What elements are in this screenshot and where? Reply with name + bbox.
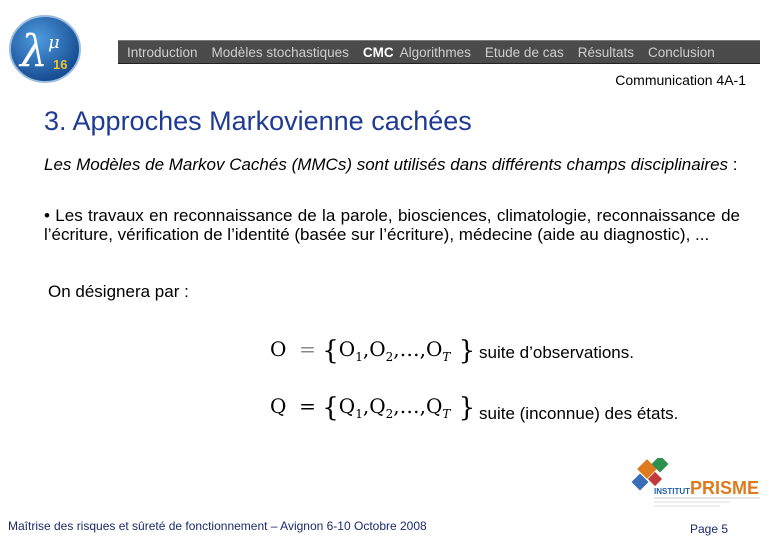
nav-item-algorithmes[interactable]: Algorithmes — [399, 44, 471, 60]
svg-text:μ: μ — [48, 32, 60, 53]
intro-paragraph — [44, 155, 740, 174]
logo-number: 16 — [53, 57, 68, 72]
intro-italic-text: Les Modèles de Markov Cachés (MMCs) sont utilisés dans différents champs disciplinaires — [44, 155, 729, 174]
slide-title: 3. Approches Markovienne cachées — [44, 106, 472, 136]
observation-sequence-formula: $O = \{O_1,O_2,\dots,O_T$ } — [270, 336, 476, 366]
prisme-institut-label: INSTITUT — [654, 487, 690, 496]
observation-sequence-desc: suite d’observations. — [479, 343, 634, 362]
nav-item-introduction[interactable]: Introduction — [127, 44, 198, 60]
applications-bullet: • Les travaux en reconnaissance de la parole, biosciences, climatologie, reconnaissance de l’écriture, vérification de l’identité (basée sur l’écriture), médecine (aide au diagnostic), ... — [44, 206, 740, 244]
nav-item-resultats[interactable]: Résultats — [577, 44, 634, 60]
nav-item-modeles-stochastiques[interactable]: Modèles stochastiques — [211, 44, 349, 60]
section-nav-bar — [118, 40, 760, 64]
designation-text: On désignera par : — [48, 282, 189, 301]
prisme-name: PRISME — [690, 478, 760, 498]
communication-label: Communication 4A-1 — [615, 72, 746, 88]
formula-lhs: O — [270, 337, 287, 361]
state-sequence-desc: suite (inconnue) des états. — [479, 404, 679, 423]
conference-logo — [8, 14, 82, 84]
svg-text:λ: λ — [20, 26, 48, 77]
footer-conference: Maîtrise des risques et sûreté de fonctionnement – Avignon 6-10 Octobre 2008 — [8, 519, 427, 533]
nav-item-conclusion[interactable]: Conclusion — [648, 44, 715, 60]
nav-item-cmc[interactable]: CMC — [362, 44, 394, 60]
intro-tail: : — [728, 155, 738, 174]
formula-lhs: Q — [270, 394, 287, 418]
state-sequence-formula: $Q = \{Q_1,Q_2,\dots,Q_T$ } — [270, 393, 476, 423]
institut-prisme-logo — [630, 458, 764, 516]
nav-item-etude-de-cas[interactable]: Etude de cas — [484, 44, 564, 60]
page-number: Page 5 — [690, 522, 729, 536]
